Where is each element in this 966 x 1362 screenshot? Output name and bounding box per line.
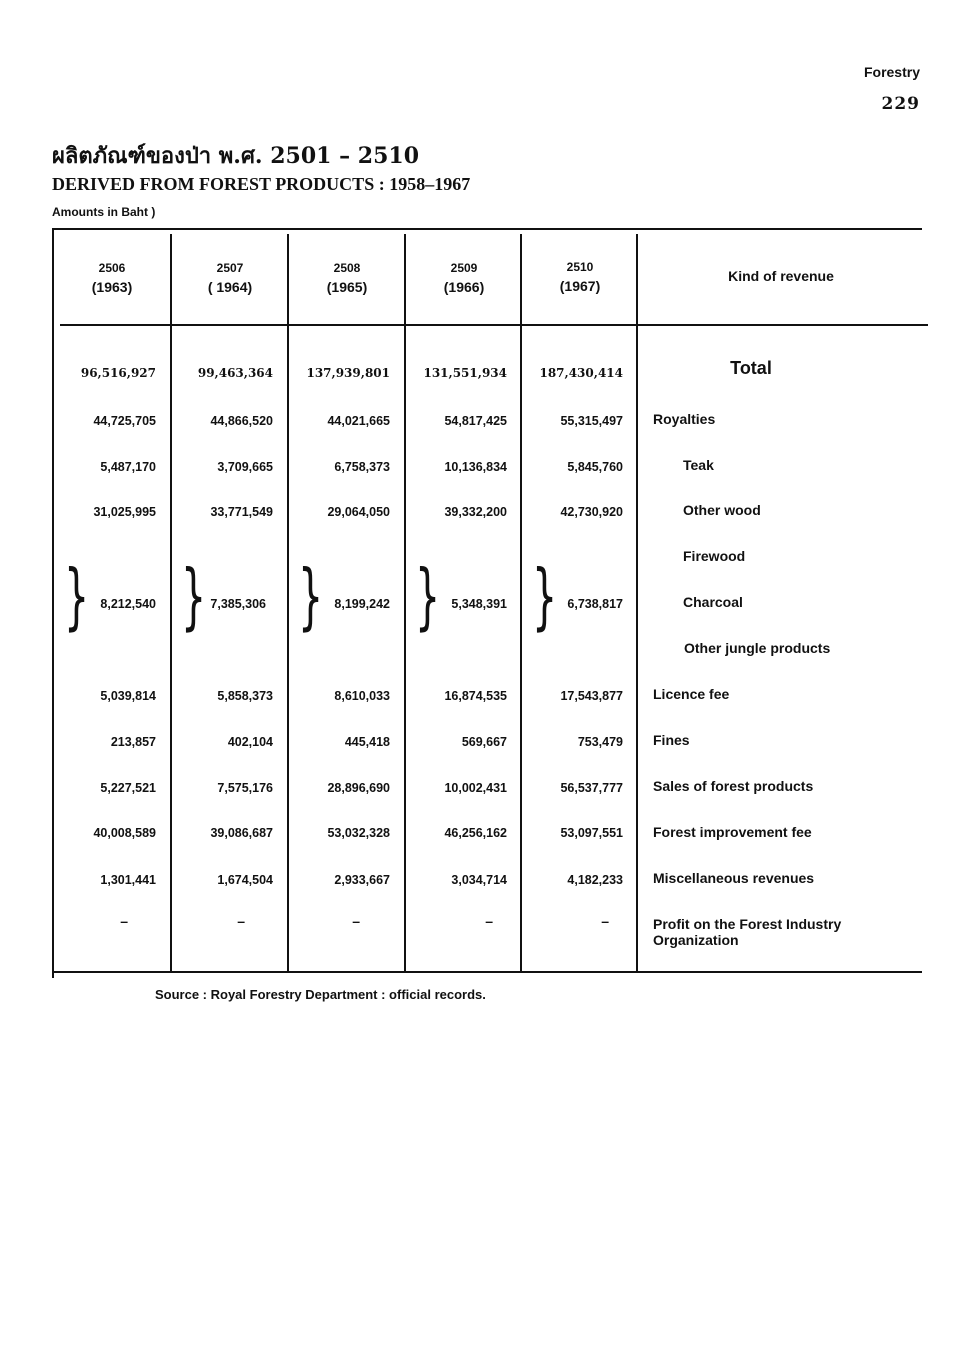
cell-value: 137,939,801 [306, 366, 390, 380]
cell-value: 3,034,714 [451, 873, 507, 887]
year-be: 2510 [566, 260, 594, 274]
cell-value: 10,002,431 [444, 781, 507, 795]
cell-value: 16,874,535 [444, 689, 507, 703]
cell-value: 8,212,540 [100, 597, 156, 611]
cell-value: 213,857 [110, 735, 156, 749]
cell-value: 5,348,391 [451, 597, 507, 611]
cell-value: 17,543,877 [560, 689, 623, 703]
cell-value: 131,551,934 [423, 366, 507, 380]
year-be: 2508 [333, 261, 361, 275]
year-header [522, 260, 638, 294]
cell-value: 569,667 [461, 735, 507, 749]
year-ad: (1965) [326, 279, 368, 295]
cell-value: 753,479 [577, 735, 623, 749]
header-rule [60, 324, 928, 326]
cell-value: 1,674,504 [217, 873, 273, 887]
cell-value: 6,738,817 [567, 597, 623, 611]
cell-value: 46,256,162 [444, 826, 507, 840]
row-label: Profit on the Forest Industry [653, 916, 842, 932]
cell-value: 187,430,414 [539, 366, 623, 380]
brace-icon: } [532, 554, 558, 638]
row-label: Teak [683, 457, 714, 473]
cell-value: 96,516,927 [80, 366, 156, 380]
brace-icon: } [415, 554, 441, 638]
cell-value: 54,817,425 [444, 414, 507, 428]
cell-value: 44,021,665 [327, 414, 390, 428]
table-bottom-rule [52, 971, 922, 973]
cell-value: – [352, 913, 360, 929]
column-divider [636, 234, 638, 972]
year-ad: (1963) [91, 279, 133, 295]
row-label: Other wood [683, 502, 761, 518]
cell-value: 7,575,176 [217, 781, 273, 795]
cell-value: 56,537,777 [560, 781, 623, 795]
cell-value: 1,301,441 [100, 873, 156, 887]
row-label: Miscellaneous revenues [653, 870, 815, 886]
row-label: Firewood [683, 548, 746, 564]
year-header [54, 261, 170, 295]
cell-value: 29,064,050 [327, 505, 390, 519]
row-label: Organization [653, 932, 739, 948]
cell-value: 40,008,589 [93, 826, 156, 840]
brace-icon: } [64, 554, 90, 638]
row-label: Other jungle products [684, 640, 831, 656]
year-ad: (1966) [443, 279, 485, 295]
row-label: Sales of forest products [653, 778, 814, 794]
cell-value: 53,097,551 [560, 826, 623, 840]
year-be: 2507 [216, 261, 244, 275]
cell-value: – [485, 913, 493, 929]
cell-value: 8,199,242 [334, 597, 390, 611]
source-note: Source : Royal Forestry Department : official records. [155, 987, 486, 1002]
year-header [172, 261, 288, 295]
cell-value: 44,866,520 [210, 414, 273, 428]
cell-value: 6,758,373 [334, 460, 390, 474]
cell-value: 402,104 [227, 735, 273, 749]
cell-value: 8,610,033 [334, 689, 390, 703]
year-header [289, 261, 405, 295]
cell-value: – [601, 913, 609, 929]
cell-value: 445,418 [344, 735, 390, 749]
cell-value: 99,463,364 [197, 366, 273, 380]
year-be: 2509 [450, 261, 478, 275]
cell-value: 5,227,521 [100, 781, 156, 795]
page-number: 229 [881, 94, 920, 114]
row-label: Licence fee [653, 686, 730, 702]
cell-value: 4,182,233 [567, 873, 623, 887]
brace-icon: } [181, 554, 207, 638]
cell-value: 53,032,328 [327, 826, 390, 840]
year-header [406, 261, 522, 295]
brace-icon: } [298, 554, 324, 638]
year-ad: ( 1964) [207, 279, 253, 295]
cell-value: 5,487,170 [100, 460, 156, 474]
cell-value: 5,039,814 [100, 689, 156, 703]
cell-value: 31,025,995 [93, 505, 156, 519]
cell-value: – [120, 913, 128, 929]
table-top-rule [52, 228, 922, 230]
year-be: 2506 [98, 261, 126, 275]
row-label: Total [730, 358, 772, 378]
units-note: Amounts in Baht ) [52, 205, 156, 219]
cell-value: 7,385,306 [210, 597, 266, 611]
cell-value: 5,845,760 [567, 460, 623, 474]
cell-value: 3,709,665 [217, 460, 273, 474]
cell-value: 10,136,834 [444, 460, 507, 474]
english-title: DERIVED FROM FOREST PRODUCTS : 1958–1967 [52, 174, 471, 194]
row-label: Fines [653, 732, 690, 748]
cell-value: – [237, 913, 245, 929]
cell-value: 44,725,705 [93, 414, 156, 428]
cell-value: 5,858,373 [217, 689, 273, 703]
cell-value: 55,315,497 [560, 414, 623, 428]
year-ad: (1967) [559, 278, 601, 294]
row-label: Royalties [653, 411, 716, 427]
cell-value: 42,730,920 [560, 505, 623, 519]
cell-value: 33,771,549 [210, 505, 273, 519]
cell-value: 2,933,667 [334, 873, 390, 887]
section-name: Forestry [863, 64, 920, 80]
kind-of-revenue-header: Kind of revenue [728, 268, 834, 284]
thai-title: ผลิตภัณฑ์ของป่า พ.ศ. 2501 – 2510 [52, 143, 420, 169]
row-label: Charcoal [683, 594, 743, 610]
cell-value: 28,896,690 [327, 781, 390, 795]
row-label: Forest improvement fee [653, 824, 812, 840]
cell-value: 39,086,687 [210, 826, 273, 840]
cell-value: 39,332,200 [444, 505, 507, 519]
